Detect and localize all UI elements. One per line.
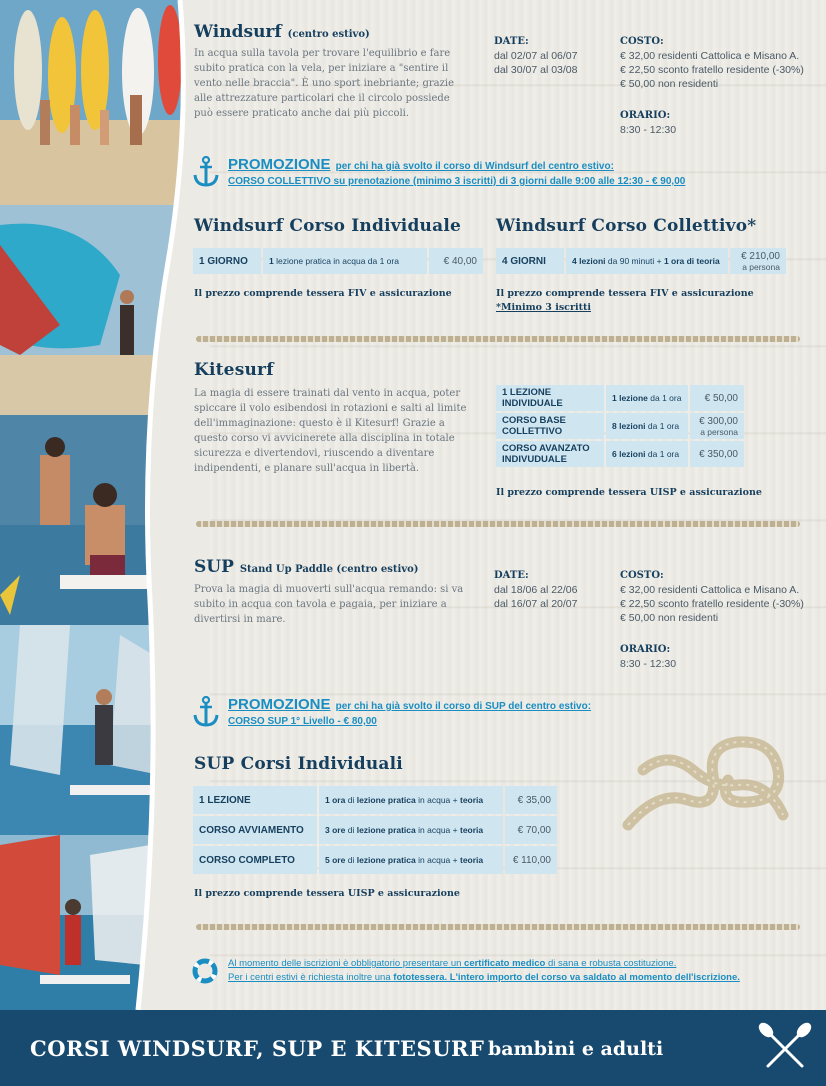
table-row: 1 GIORNO 1 lezione pratica in acqua da 1 ora € 40,00 xyxy=(193,248,483,274)
windsurf-collective-table xyxy=(494,246,788,276)
sup-hours: 8:30 - 12:30 xyxy=(620,658,677,670)
sup-title: SUP Stand Up Paddle (centro estivo) xyxy=(194,557,419,577)
promo2-heading: PROMOZIONE per chi ha già svolto il corso di SUP del centro estivo: xyxy=(228,696,592,713)
sup-description: Prova la magia di muoverti sull'acqua remando: si va subito in acqua con tavola e pagaia, per iniziare a divertirsi in mare. xyxy=(194,584,464,625)
info-line-2: Per i centri estivi è richiesta inoltre una fototessera. L'intero importo del corso va saldato al momento dell'iscrizione. xyxy=(228,972,740,983)
windsurf-title: Windsurf (centro estivo) xyxy=(194,22,370,42)
footer-title: CORSI WINDSURF, SUP E KITESURF xyxy=(30,1036,485,1061)
promo2-detail: CORSO SUP 1° Livello - € 80,00 xyxy=(228,716,377,727)
sup-individual-table xyxy=(191,784,559,876)
promo1-detail: CORSO COLLETTIVO su prenotazione (minimo 3 iscritti) di 3 giorni dalle 9:00 alle 12:30 - € 90,00 xyxy=(228,176,686,187)
promo1-heading: PROMOZIONE per chi ha già svolto il corso di Windsurf del centro estivo: xyxy=(228,156,614,173)
windsurf-cost-label: COSTO: xyxy=(620,36,664,47)
info-line-1: Al momento delle iscrizioni è obbligatorio presentare un certificato medico di sana e robusta costituzione. xyxy=(228,958,677,969)
windsurf-description: In acqua sulla tavola per trovare l'equilibrio e fare subito pratica con la vela, per iniziare a "sentire il vento nelle braccia". È uno sport inebriante; grazie alle attrezzature particolari che il circolo possiede può essere praticato anche dai più piccoli. xyxy=(194,48,454,119)
windsurf-individual-table xyxy=(191,246,485,276)
windsurf-dates-label: DATE: xyxy=(494,36,529,47)
divider xyxy=(196,336,800,342)
windsurf-collective-minimum: *Minimo 3 iscritti xyxy=(496,302,591,313)
windsurf-collective-title: Windsurf Corso Collettivo* xyxy=(496,216,757,236)
kitesurf-table xyxy=(494,383,746,469)
sup-hours-label: ORARIO: xyxy=(620,644,671,655)
table-row: CORSO AVVIAMENTO 3 ore di lezione pratica in acqua + teoria € 70,00 xyxy=(193,816,557,844)
table-row: 1 LEZIONE INDIVIDUALE 1 lezione da 1 ora € 50,00 xyxy=(496,385,744,411)
table-row: CORSO COMPLETO 5 ore di lezione pratica in acqua + teoria € 110,00 xyxy=(193,846,557,874)
lifebuoy-icon xyxy=(192,958,218,984)
windsurf-hours-label: ORARIO: xyxy=(620,110,671,121)
windsurf-costs: € 32,00 residenti Cattolica e Misano A. € 22,50 sconto fratello residente (-30%) € 50,00 non residenti xyxy=(620,50,804,90)
divider xyxy=(196,924,800,930)
kitesurf-description: La magia di essere trainati dal vento in acqua, poter spiccare il volo esibendosi in rotazioni e salti al limite dell'immaginazione: questo è il Kitesurf! Grazie a questo corso vi avvicinerete alla disciplina in totale sicurezza e divertendovi, riuscendo a diventare indipendenti, e planare sull'acqua in libertà. xyxy=(194,388,467,474)
kitesurf-note: Il prezzo comprende tessera UISP e assicurazione xyxy=(496,487,762,498)
windsurf-dates: dal 02/07 al 06/07 dal 30/07 al 03/08 xyxy=(494,50,578,76)
footer-subtitle: bambini e adulti xyxy=(488,1038,664,1060)
table-row: 4 GIORNI 4 lezioni da 90 minuti + 1 ora di teoria € 210,00 a persona xyxy=(496,248,786,274)
anchor-icon xyxy=(192,156,220,188)
anchor-icon xyxy=(192,696,220,728)
kitesurf-title: Kitesurf xyxy=(194,360,274,380)
sup-individual-note: Il prezzo comprende tessera UISP e assicurazione xyxy=(194,888,460,899)
sup-cost-label: COSTO: xyxy=(620,570,664,581)
table-row: CORSO BASE COLLETTIVO 8 lezioni da 1 ora € 300,00 a persona xyxy=(496,413,744,439)
footer-banner xyxy=(0,1010,826,1086)
sup-dates-label: DATE: xyxy=(494,570,529,581)
windsurf-collective-note: Il prezzo comprende tessera FIV e assicurazione xyxy=(496,288,754,299)
windsurf-individual-note: Il prezzo comprende tessera FIV e assicurazione xyxy=(194,288,452,299)
windsurf-hours: 8:30 - 12:30 xyxy=(620,124,677,136)
table-row: CORSO AVANZATO INDIVUDUALE 6 lezioni da 1 ora € 350,00 xyxy=(496,441,744,467)
sup-individual-title: SUP Corsi Individuali xyxy=(194,754,403,774)
windsurf-individual-title: Windsurf Corso Individuale xyxy=(194,216,461,236)
table-row: 1 LEZIONE 1 ora di lezione pratica in acqua + teoria € 35,00 xyxy=(193,786,557,814)
divider xyxy=(196,521,800,527)
crossed-oars-icon xyxy=(758,1022,812,1076)
sup-costs: € 32,00 residenti Cattolica e Misano A. € 22,50 sconto fratello residente (-30%) € 50,00 non residenti xyxy=(620,584,804,624)
sup-dates: dal 18/06 al 22/06 dal 16/07 al 20/07 xyxy=(494,584,578,610)
rope-knot-icon xyxy=(618,730,793,835)
